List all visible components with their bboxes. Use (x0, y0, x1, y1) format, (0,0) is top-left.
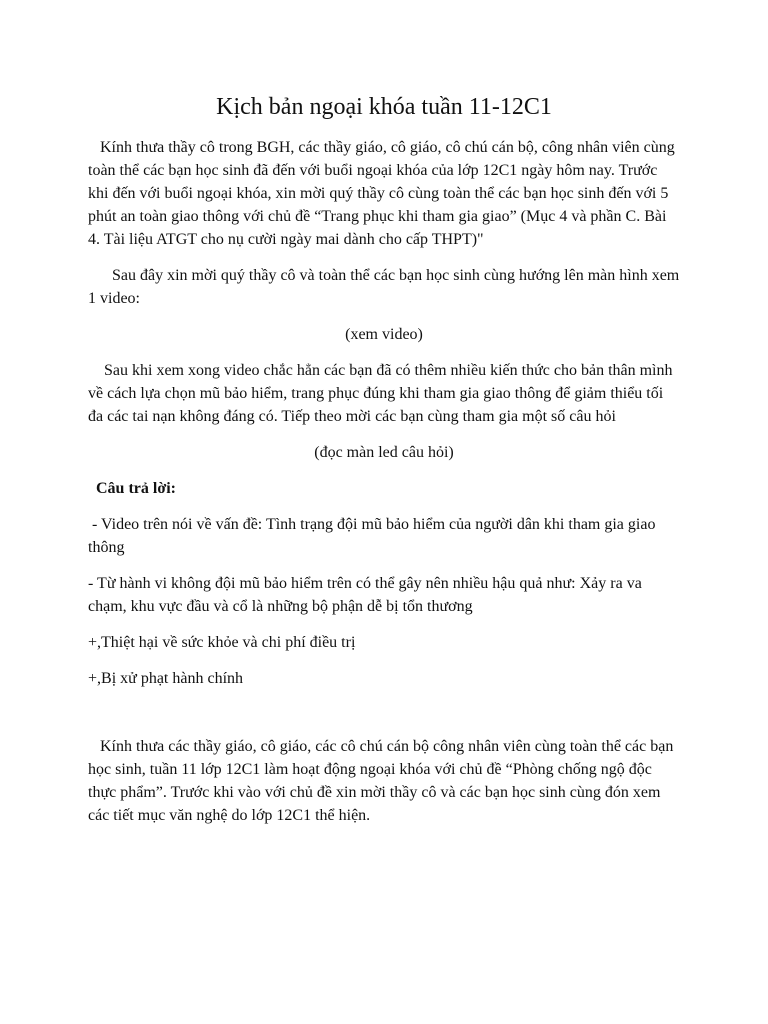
section-gap (88, 703, 680, 735)
answer-item-1: - Video trên nói về vấn đề: Tình trạng đội mũ bảo hiểm của người dân khi tham gia giao thông (88, 516, 660, 556)
answer-subitem-1: +,Thiệt hại về sức khỏe và chi phí điều trị (88, 634, 356, 651)
document-page (88, 92, 684, 840)
closing-paragraph: Kính thưa các thầy giáo, cô giáo, các cô chú cán bộ công nhân viên cùng toàn thể các bạn học sinh, tuần 11 lớp 12C1 làm hoạt động ngoại khóa với chủ đề “Phòng chống ngộ độc thực phẩm”. Trước khi vào với chủ đề xin mời thầy cô và các bạn học sinh cùng đón xem các tiết mục văn nghệ do lớp 12C1 thể hiện. (88, 738, 678, 824)
answer-subitem-2: +,Bị xử phạt hành chính (88, 670, 244, 687)
video-invitation-paragraph: Sau đây xin mời quý thầy cô và toàn thể các bạn học sinh cùng hướng lên màn hình xem 1 video: (88, 267, 684, 307)
answers-heading: Câu trả lời: (88, 480, 176, 497)
answer-item-2: - Từ hành vi không đội mũ bảo hiểm trên có thể gây nên nhiều hậu quả như: Xảy ra va chạm, khu vực đầu và cổ là những bộ phận dễ bị tổn thương (88, 575, 642, 615)
after-video-paragraph: Sau khi xem xong video chắc hẳn các bạn đã có thêm nhiều kiến thức cho bản thân mình về cách lựa chọn mũ bảo hiểm, trang phục đúng khi tham gia giao thông để giảm thiểu tối đa các tai nạn không đáng có. Tiếp theo mời các bạn cùng tham gia một số câu hỏi (88, 362, 677, 425)
video-note: (xem video) (345, 326, 423, 343)
document-title: Kịch bản ngoại khóa tuần 11-12C1 (216, 94, 552, 120)
question-note: (đọc màn led câu hỏi) (314, 444, 454, 461)
intro-paragraph: Kính thưa thầy cô trong BGH, các thầy giáo, cô giáo, cô chú cán bộ, công nhân viên cùng toàn thể các bạn học sinh đã đến với buổi ngoại khóa của lớp 12C1 ngày hôm nay. Trước khi đến với buổi ngoại khóa, xin mời quý thầy cô cùng toàn thể các bạn học sinh đến với 5 phút an toàn giao thông với chủ đề “Trang phục khi tham gia giao” (Mục 4 và phần C. Bài 4. Tài liệu ATGT cho nụ cười ngày mai dành cho cấp THPT)" (88, 139, 679, 248)
